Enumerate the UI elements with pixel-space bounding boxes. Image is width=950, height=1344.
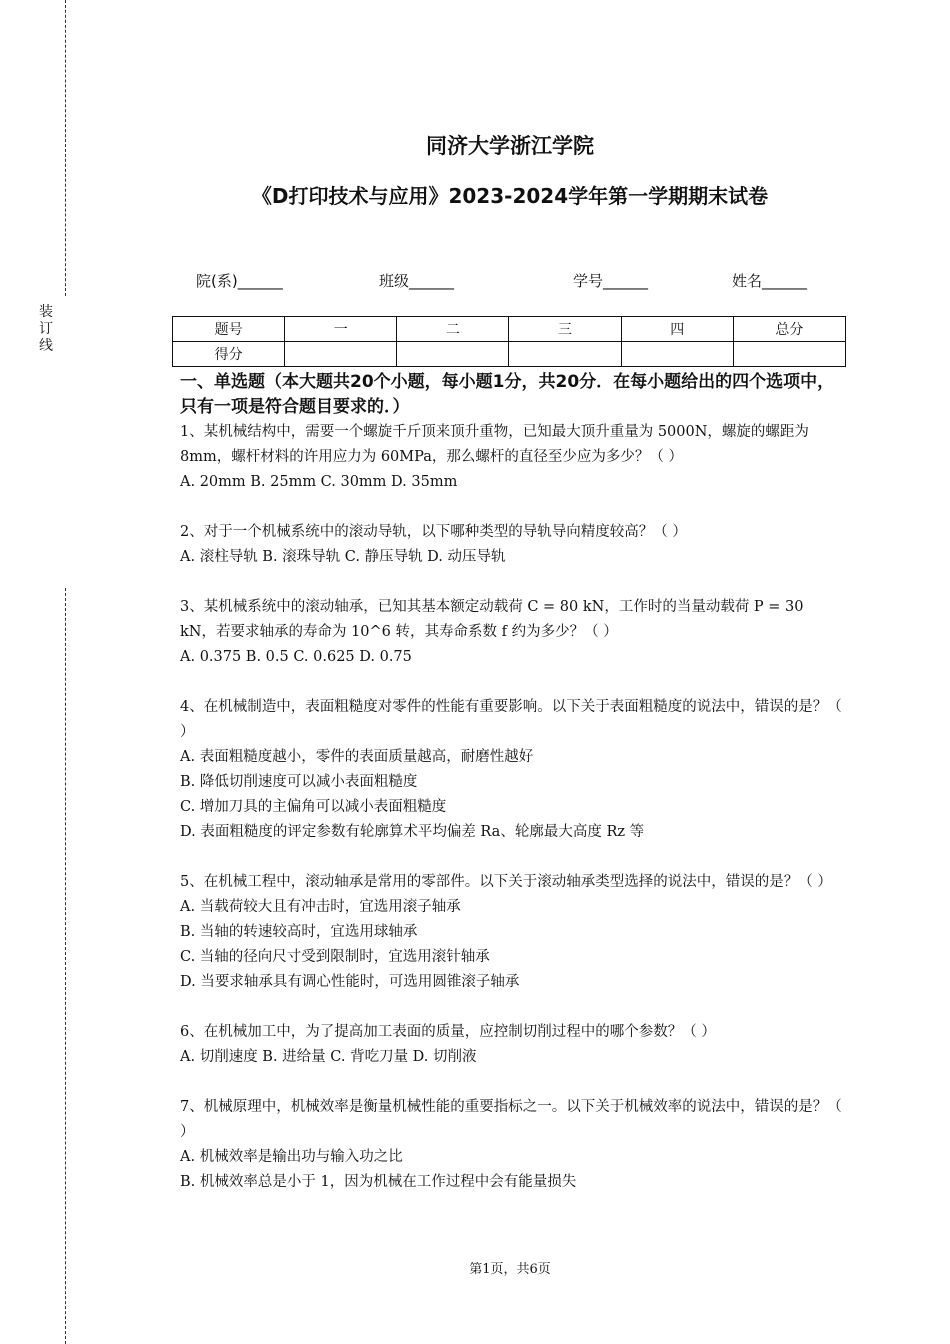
header-cell: 二 — [397, 317, 509, 342]
binding-char: 装 — [39, 304, 53, 320]
question-option: C. 当轴的径向尺寸受到限制时，宜选用滚针轴承 — [180, 949, 490, 965]
question-stem: 2、对于一个机械系统中的滚动导轨，以下哪种类型的导轨导向精度较高？（ ） — [180, 524, 687, 540]
row-label: 得分 — [173, 342, 285, 367]
info-class: 班级______ — [379, 272, 455, 290]
question-option: A. 表面粗糙度越小，零件的表面质量越高，耐磨性越好 — [180, 749, 534, 765]
school-title: 同济大学浙江学院 — [426, 134, 594, 158]
question — [180, 520, 842, 570]
info-name: 姓名______ — [732, 272, 808, 290]
question-option: D. 当要求轴承具有调心性能时，可选用圆锥滚子轴承 — [180, 974, 520, 990]
header-cell: 总分 — [733, 317, 845, 342]
binding-char: 线 — [39, 338, 53, 354]
question-option: B. 机械效率总是小于 1，因为机械在工作过程中会有能量损失 — [180, 1174, 577, 1190]
score-cell — [509, 342, 621, 367]
header-cell: 四 — [621, 317, 733, 342]
exam-title: 《D打印技术与应用》2023-2024学年第一学期期末试卷 — [251, 184, 769, 208]
header-cell: 三 — [509, 317, 621, 342]
question-list — [180, 420, 842, 1220]
question-options: A. 0.375 B. 0.5 C. 0.625 D. 0.75 — [180, 649, 412, 665]
question-stem: 4、在机械制造中，表面粗糙度对零件的性能有重要影响。以下关于表面粗糙度的说法中，错误的是？（ ） — [180, 699, 842, 740]
question-option: A. 机械效率是输出功与输入功之比 — [180, 1149, 403, 1165]
question-option: A. 当载荷较大且有冲击时，宜选用滚子轴承 — [180, 899, 461, 915]
info-student-id: 学号______ — [573, 272, 649, 290]
score-cell — [397, 342, 509, 367]
question-options: A. 切削速度 B. 进给量 C. 背吃刀量 D. 切削液 — [180, 1049, 477, 1065]
question-option: B. 当轴的转速较高时，宜选用球轴承 — [180, 924, 418, 940]
score-cell — [621, 342, 733, 367]
question-option: C. 增加刀具的主偏角可以减小表面粗糙度 — [180, 799, 447, 815]
question — [180, 1095, 842, 1195]
question-option: B. 降低切削速度可以减小表面粗糙度 — [180, 774, 418, 790]
question — [180, 420, 842, 495]
question-stem: 1、某机械结构中，需要一个螺旋千斤顶来顶升重物，已知最大顶升重量为 5000N，螺旋的螺距为 8mm，螺杆材料的许用应力为 60MPa，那么螺杆的直径至少应为多少？（ ） — [180, 424, 809, 465]
question-option: D. 表面粗糙度的评定参数有轮廓算术平均偏差 Ra、轮廓最大高度 Rz 等 — [180, 824, 645, 840]
question-stem: 7、机械原理中，机械效率是衡量机械性能的重要指标之一。以下关于机械效率的说法中，错误的是？（ ） — [180, 1099, 842, 1140]
score-cell — [733, 342, 845, 367]
info-department: 院(系)______ — [196, 272, 283, 290]
binding-char: 订 — [39, 321, 53, 337]
question-options: A. 滚柱导轨 B. 滚珠导轨 C. 静压导轨 D. 动压导轨 — [180, 549, 506, 565]
question — [180, 595, 842, 670]
score-table — [172, 316, 846, 367]
binding-label — [38, 304, 54, 355]
page-footer: 第1页，共6页 — [469, 1262, 551, 1277]
question — [180, 870, 842, 995]
header-cell: 一 — [285, 317, 397, 342]
binding-line-bottom — [65, 588, 66, 1344]
score-cell — [285, 342, 397, 367]
header-cell: 题号 — [173, 317, 285, 342]
question-stem: 5、在机械工程中，滚动轴承是常用的零部件。以下关于滚动轴承类型选择的说法中，错误的是？（ ） — [180, 874, 832, 890]
section-title: 一、单选题（本大题共20个小题，每小题1分，共20分．在每小题给出的四个选项中，只有一项是符合题目要求的．） — [180, 372, 835, 417]
question — [180, 695, 842, 845]
question-options: A. 20mm B. 25mm C. 30mm D. 35mm — [180, 474, 458, 490]
score-table-header — [173, 317, 846, 342]
question-stem: 6、在机械加工中，为了提高加工表面的质量，应控制切削过程中的哪个参数？（ ） — [180, 1024, 716, 1040]
score-table-row — [173, 342, 846, 367]
question-stem: 3、某机械系统中的滚动轴承，已知其基本额定动载荷 C = 80 kN，工作时的当量动载荷 P = 30 kN，若要求轴承的寿命为 10^6 转，其寿命系数 f 约为多少？（ ） — [180, 599, 804, 640]
question — [180, 1020, 842, 1070]
